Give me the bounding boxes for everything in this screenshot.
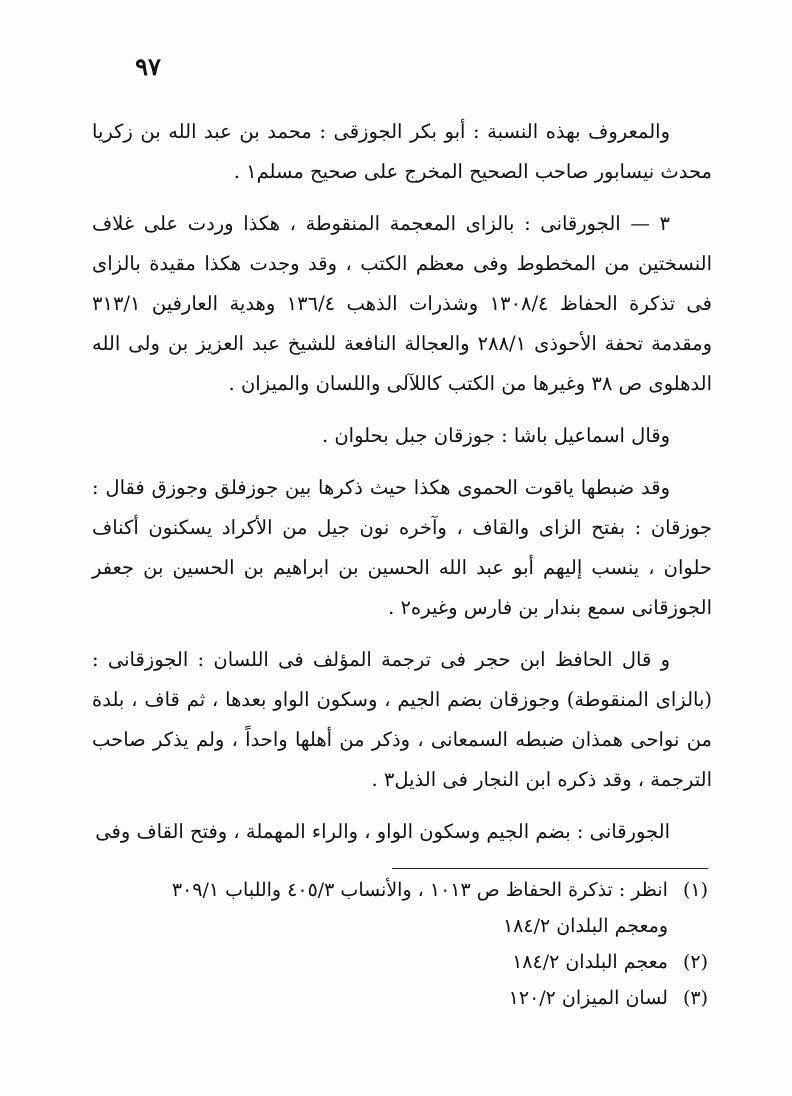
footnote-1 (120, 872, 712, 944)
footnote-divider (392, 868, 708, 869)
footnote-1-continuation: ومعجم البلدان ١٨٤/٢ (502, 915, 668, 937)
paragraph-4: وقد ضبطها ياقوت الحموى هكذا حيث ذكرها بين جوزفلق وجوزق فقال : جوزقان : بفتح الزاى والقاف ، وآخره نون جيل من الأكراد يسكنون أكناف حلوان ، ينسب إليهم أبو عبد الله الحسين بن ابراهيم بن الحسين بن جعفر الجوزقانى سمع بندار بن فارس وغيره٢ . (92, 476, 712, 619)
footnote-2 (120, 944, 712, 980)
footnote-3 (120, 980, 712, 1016)
footnote-3-number: (٣) (682, 987, 708, 1009)
footnote-3-text: لسان الميزان ١٢٠/٢ (508, 987, 668, 1009)
footnote-2-text: معجم البلدان ١٨٤/٢ (512, 951, 668, 973)
paragraph-5: و قال الحافظ ابن حجر فى ترجمة المؤلف فى اللسان : الجوزقانى : (بالزاى المنقوطة) وجوزقان بضم الجيم ، وسكون الواو بعدها ، ثم قاف ، بلدة من نواحى همذان ضبطه السمعانى ، وذكر من أهلها واحداً ، ولم يذكر صاحب الترجمة ، وقد ذكره ابن النجار فى الذيل٣ . (92, 648, 712, 791)
paragraph-3: وقال اسماعيل باشا : جوزقان جبل بحلوان . (321, 424, 670, 447)
paragraph-2: ٣ — الجورقانى : بالزاى المعجمة المنقوطة ، هكذا وردت على غلاف النسختين من المخطوط وفى معظم الكتب ، وقد وجدت هكذا مقيدة بالزاى فى تذكرة الحفاظ ١٣٠٨/٤ وشذرات الذهب ١٣٦/٤ وهدية العارفين ٣١٣/١ ومقدمة تحفة الأحوذى ٢٨٨/١ والعجالة النافعة للشيخ عبد العزيز بن ولى الله الدهلوى ص ٣٨ وغيرها من الكتب كاللآلى واللسان والميزان . (92, 212, 712, 395)
main-text (92, 112, 712, 864)
footnote-2-number: (٢) (682, 951, 708, 973)
footnote-1-text: انظر : تذكرة الحفاظ ص ١٠١٣ ، والأنساب ٤٠٥/٣ واللباب ٣٠٩/١ (171, 879, 668, 901)
footnotes (120, 872, 712, 1016)
paragraph-1: والمعروف بهذه النسبة : أبو بكر الجوزقى : محمد بن عبد الله بن زكريا محدث نيسابور صاحب الصحيح المخرج على صحيح مسلم١ . (92, 120, 712, 183)
footnote-1-number: (١) (682, 879, 708, 901)
paragraph-6: الجورقانى : بضم الجيم وسكون الواو ، والراء المهملة ، وفتح القاف وفى (95, 820, 670, 843)
page-number: ٩٧ (135, 52, 161, 81)
